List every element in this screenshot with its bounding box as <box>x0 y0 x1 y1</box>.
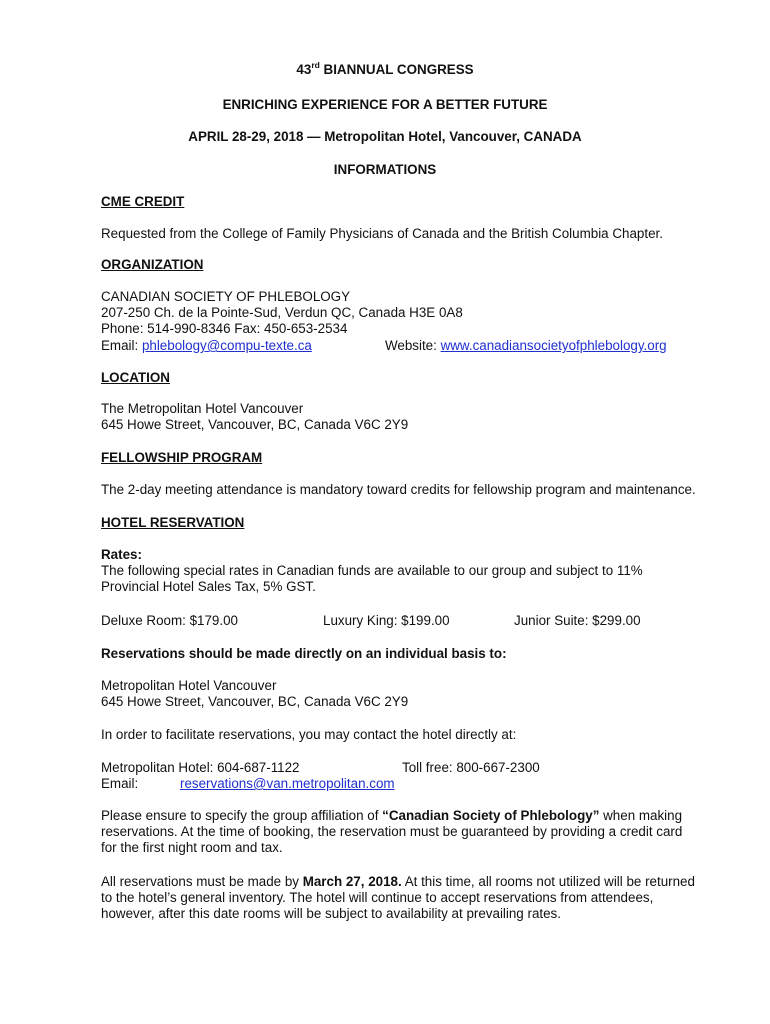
congress-number: 43 <box>296 62 312 77</box>
reservations-instruction: Reservations should be made directly on an individual basis to: <box>101 646 507 661</box>
ensure-line3: for the first night room and tax. <box>101 840 283 855</box>
room-luxury: Luxury King: $199.00 <box>323 613 450 628</box>
cme-text: Requested from the College of Family Physicians of Canada and the British Columbia Chapter. <box>101 226 663 241</box>
organization-email-row <box>101 338 312 355</box>
organization-address: 207-250 Ch. de la Pointe-Sud, Verdun QC, Canada H3E 0A8 <box>101 305 463 320</box>
organization-website-link[interactable]: www.canadiansocietyofphlebology.org <box>440 338 667 353</box>
cme-heading: CME CREDIT <box>101 194 185 209</box>
organization-email-label: Email: <box>101 338 142 353</box>
ensure-line1 <box>101 808 682 825</box>
deadline-line3: however, after this date rooms will be subject to availability at prevailing rates. <box>101 906 561 921</box>
informations-heading: INFORMATIONS <box>333 162 437 177</box>
deadline-line1 <box>101 874 695 891</box>
location-line1: The Metropolitan Hotel Vancouver <box>101 401 304 416</box>
ensure-line2: reservations. At the time of booking, the reservation must be guaranteed by providing a credit card <box>101 824 683 839</box>
fellowship-heading: FELLOWSHIP PROGRAM <box>101 450 263 465</box>
ensure-pre: Please ensure to specify the group affiliation of <box>101 808 383 823</box>
organization-heading: ORGANIZATION <box>101 257 204 272</box>
deadline-post: At this time, all rooms not utilized will be returned <box>401 874 695 889</box>
location-line2: 645 Howe Street, Vancouver, BC, Canada V6C 2Y9 <box>101 417 409 432</box>
hotel-email-link[interactable]: reservations@van.metropolitan.com <box>180 776 395 791</box>
organization-website-label: Website: <box>385 338 441 353</box>
congress-theme: ENRICHING EXPERIENCE FOR A BETTER FUTURE <box>222 97 548 112</box>
organization-website-row <box>385 338 667 355</box>
fellowship-text: The 2-day meeting attendance is mandatory toward credits for fellowship program and maintenance. <box>101 482 696 497</box>
congress-ordinal: rd <box>311 60 320 70</box>
deadline-date: March 27, 2018. <box>302 874 402 889</box>
hotel-address: 645 Howe Street, Vancouver, BC, Canada V6C 2Y9 <box>101 694 409 709</box>
organization-name: CANADIAN SOCIETY OF PHLEBOLOGY <box>101 289 351 304</box>
hotel-name: Metropolitan Hotel Vancouver <box>101 678 277 693</box>
room-junior: Junior Suite: $299.00 <box>514 613 641 628</box>
rates-line1: The following special rates in Canadian funds are available to our group and subject to 11% <box>101 563 643 578</box>
contact-intro: In order to facilitate reservations, you may contact the hotel directly at: <box>101 727 517 742</box>
congress-title <box>0 62 770 79</box>
deadline-line2: to the hotel’s general inventory. The hotel will continue to accept reservations from attendees, <box>101 890 654 905</box>
congress-dates-venue: APRIL 28-29, 2018 — Metropolitan Hotel, Vancouver, CANADA <box>188 129 582 144</box>
hotel-heading: HOTEL RESERVATION <box>101 515 245 530</box>
organization-phone-fax: Phone: 514-990-8346 Fax: 450-653-2534 <box>101 321 348 336</box>
hotel-toll-free: Toll free: 800-667-2300 <box>402 760 540 775</box>
rates-label: Rates: <box>101 547 142 562</box>
location-heading: LOCATION <box>101 370 170 385</box>
hotel-phone: Metropolitan Hotel: 604-687-1122 <box>101 760 300 775</box>
hotel-email-label: Email: <box>101 776 139 791</box>
group-affiliation: “Canadian Society of Phlebology” <box>382 808 600 823</box>
organization-email-link[interactable]: phlebology@compu-texte.ca <box>141 338 312 353</box>
deadline-pre: All reservations must be made by <box>101 874 303 889</box>
room-deluxe: Deluxe Room: $179.00 <box>101 613 238 628</box>
ensure-post: when making <box>599 808 683 823</box>
congress-title-text: BIANNUAL CONGRESS <box>319 62 474 77</box>
rates-line2: Provincial Hotel Sales Tax, 5% GST. <box>101 579 316 594</box>
